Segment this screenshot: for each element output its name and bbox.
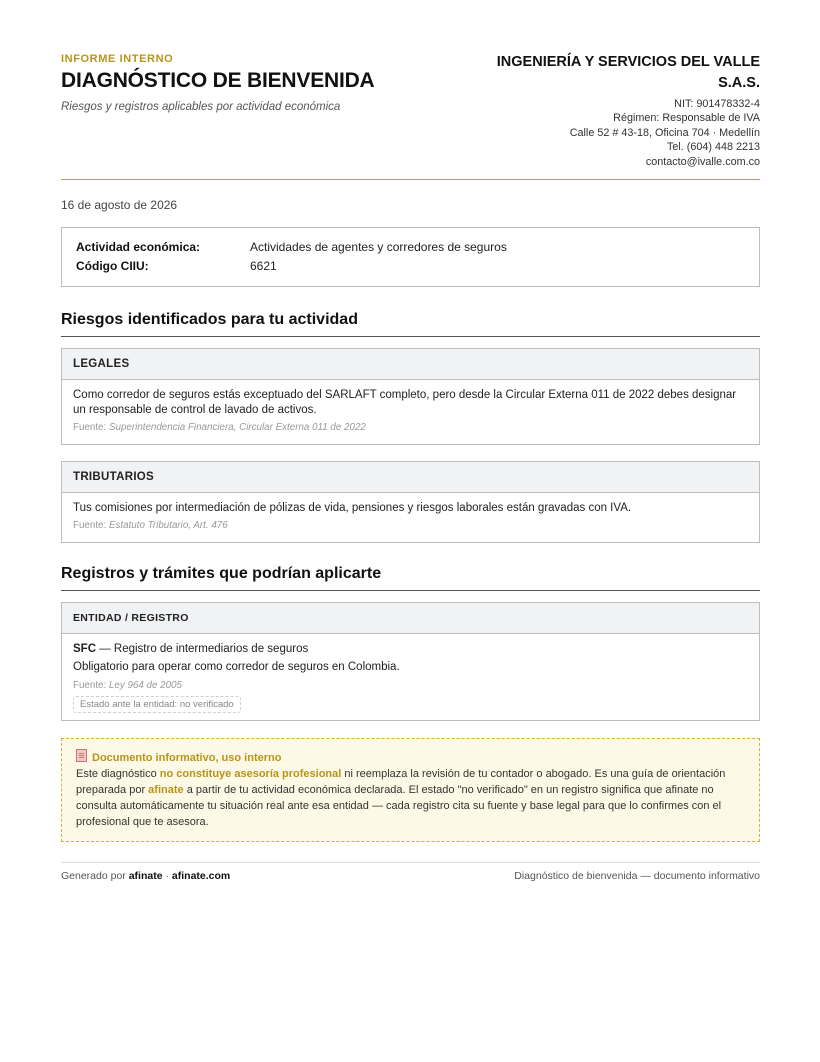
activity-box <box>61 227 760 287</box>
ciiu-value: 6621 <box>250 259 277 273</box>
notice-part1: Este diagnóstico <box>76 768 160 780</box>
registry-status-badge: Estado ante la entidad: no verificado <box>73 696 241 713</box>
notice-title: Documento informativo, uso interno <box>92 752 282 764</box>
ciiu-label: Código CIIU: <box>76 259 149 273</box>
footer-generated-by <box>61 870 230 882</box>
registry-body <box>62 634 759 713</box>
risks-section-rule <box>61 336 760 337</box>
risk-card-tributarios <box>61 461 760 543</box>
activity-label: Actividad económica: <box>76 240 201 254</box>
disclaimer-notice <box>61 738 760 842</box>
risk-card-legales <box>61 348 760 445</box>
registry-entity: SFC <box>73 643 96 655</box>
document-header <box>61 0 760 180</box>
header-divider <box>61 179 760 180</box>
registries-section-rule <box>61 590 760 591</box>
risk-source-label: Fuente: <box>73 422 107 433</box>
notice-part3: a partir de tu actividad económica declarada. El estado "no verificado" en un registro significa que afinate no consulta automáticamente tu situación real ante esa entidad — cada registro cita su fuente y base legal para que lo confirmes con el profesional que te asesora. <box>76 784 722 828</box>
registry-description: Obligatorio para operar como corredor de seguros en Colombia. <box>73 661 400 673</box>
footer-divider <box>61 862 760 863</box>
notice-highlight-advice: no constituye asesoría profesional <box>159 768 342 780</box>
risk-source-value: Superintendencia Financiera, Circular Externa 011 de 2022 <box>108 422 366 433</box>
report-kicker: INFORME INTERNO <box>61 53 174 65</box>
risks-section-title: Riesgos identificados para tu actividad <box>61 311 358 328</box>
footer-generated-label: Generado por <box>61 870 129 882</box>
document-subtitle: Riesgos y registros aplicables por actividad económica <box>61 101 341 113</box>
registry-title <box>73 642 748 657</box>
risk-category: LEGALES <box>62 349 759 380</box>
company-regimen: Régimen: Responsable de IVA <box>613 112 760 125</box>
risk-body <box>62 380 759 433</box>
company-name <box>460 52 760 94</box>
risk-category: TRIBUTARIOS <box>62 462 759 493</box>
registries-section-title: Registros y trámites que podrían aplicarte <box>61 565 382 582</box>
risk-text: Tus comisiones por intermediación de pólizas de vida, pensiones y riesgos laborales están gravadas con IVA. <box>73 502 632 514</box>
document-date: 16 de agosto de 2026 <box>61 198 178 212</box>
company-name-line2: S.A.S. <box>718 75 760 91</box>
footer-brand: afinate <box>128 870 163 882</box>
registry-source-value: Ley 964 de 2005 <box>108 680 182 691</box>
company-nit: NIT: 901478332-4 <box>674 98 760 110</box>
document-icon <box>76 749 87 762</box>
notice-highlight-brand: afinate <box>148 784 184 796</box>
registry-source <box>73 680 748 691</box>
company-email[interactable]: contacto@ivalle.com.co <box>645 155 760 168</box>
company-phone: Tel. (604) 448 2213 <box>666 141 760 154</box>
risk-body <box>62 493 759 531</box>
risk-source <box>73 422 748 433</box>
registry-source-label: Fuente: <box>73 680 107 691</box>
notice-title-row <box>76 749 745 764</box>
risk-source <box>73 520 748 531</box>
document-page <box>61 0 760 882</box>
company-meta <box>460 97 760 169</box>
notice-text <box>76 766 745 830</box>
risk-text: Como corredor de seguros estás exceptuado del SARLAFT completo, pero desde la Circular Externa 011 de 2022 debes designar un responsable de control de lavado de activos. <box>73 389 737 416</box>
registry-card <box>61 602 760 721</box>
footer-document-note: Diagnóstico de bienvenida — documento informativo <box>514 870 760 882</box>
footer-site-link[interactable]: afinate.com <box>171 870 231 882</box>
registry-table-header: ENTIDAD / REGISTRO <box>62 603 759 634</box>
company-address: Calle 52 # 43-18, Oficina 704 · Medellín <box>569 126 760 139</box>
notice-part2: ni reemplaza la revisión de tu contador o abogado. Es una guía de orientación preparada por <box>76 768 726 796</box>
risk-source-label: Fuente: <box>73 520 107 531</box>
company-name-line1: INGENIERÍA Y SERVICIOS DEL VALLE <box>496 54 760 70</box>
registry-separator: — <box>96 643 114 655</box>
activity-value: Actividades de agentes y corredores de seguros <box>250 240 507 254</box>
footer-dot: · <box>162 870 172 882</box>
document-title: DIAGNÓSTICO DE BIENVENIDA <box>61 69 375 92</box>
registry-name: Registro de intermediarios de seguros <box>113 643 309 655</box>
risk-source-value: Estatuto Tributario, Art. 476 <box>108 520 228 531</box>
